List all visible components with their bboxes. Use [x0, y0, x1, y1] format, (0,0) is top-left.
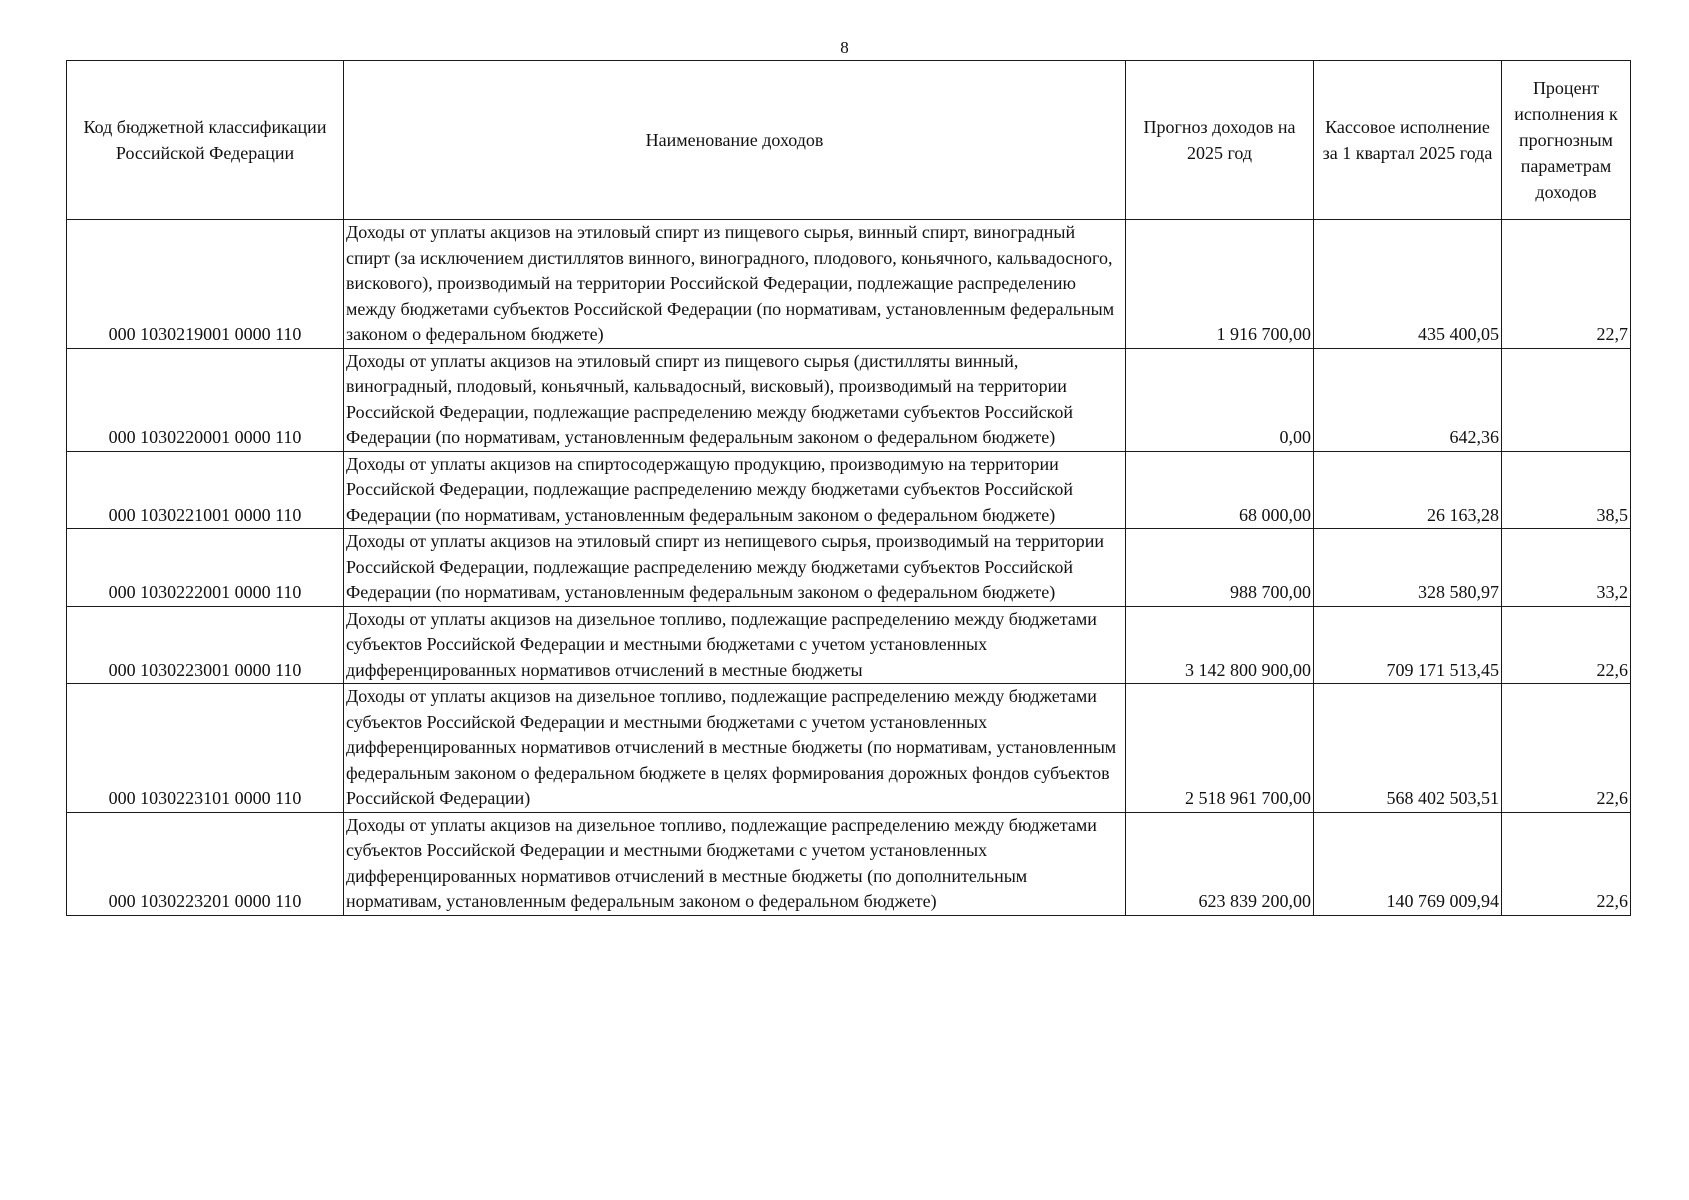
row-percent [1502, 348, 1631, 451]
row-forecast: 988 700,00 [1126, 529, 1314, 607]
row-execution: 435 400,05 [1314, 220, 1502, 349]
row-name: Доходы от уплаты акцизов на этиловый спирт из непищевого сырья, производимый на территории Российской Федерации, подлежащие распределению между бюджетами субъектов Российской Федерации (по нормативам, установленным федеральным законом о федеральном бюджете) [344, 529, 1126, 607]
row-percent: 22,6 [1502, 606, 1631, 684]
table-row [67, 684, 1631, 813]
table-header [67, 61, 1631, 220]
table-body [67, 220, 1631, 916]
row-code: 000 1030219001 0000 110 [67, 220, 344, 349]
header-forecast: Прогноз доходов на 2025 год [1126, 61, 1314, 220]
row-code: 000 1030223101 0000 110 [67, 684, 344, 813]
row-execution: 709 171 513,45 [1314, 606, 1502, 684]
row-percent: 22,7 [1502, 220, 1631, 349]
row-code: 000 1030222001 0000 110 [67, 529, 344, 607]
row-name: Доходы от уплаты акцизов на спиртосодержащую продукцию, производимую на территории Российской Федерации, подлежащие распределению между бюджетами субъектов Российской Федерации (по нормативам, установленным федеральным законом о федеральном бюджете) [344, 451, 1126, 529]
table-row [67, 812, 1631, 915]
row-name: Доходы от уплаты акцизов на этиловый спирт из пищевого сырья (дистилляты винный, виноградный, плодовый, коньячный, кальвадосный, висковый), производимый на территории Российской Федерации, подлежащие распределению между бюджетами субъектов Российской Федерации (по нормативам, установленным федеральным законом о федеральном бюджете) [344, 348, 1126, 451]
row-code: 000 1030220001 0000 110 [67, 348, 344, 451]
row-execution: 642,36 [1314, 348, 1502, 451]
table-row [67, 606, 1631, 684]
income-table [66, 60, 1631, 916]
table-row [67, 220, 1631, 349]
row-code: 000 1030221001 0000 110 [67, 451, 344, 529]
header-execution: Кассовое исполнение за 1 квартал 2025 года [1314, 61, 1502, 220]
table-row [67, 451, 1631, 529]
row-forecast: 623 839 200,00 [1126, 812, 1314, 915]
row-forecast: 68 000,00 [1126, 451, 1314, 529]
row-percent: 22,6 [1502, 684, 1631, 813]
row-execution: 568 402 503,51 [1314, 684, 1502, 813]
row-name: Доходы от уплаты акцизов на дизельное топливо, подлежащие распределению между бюджетами субъектов Российской Федерации и местными бюджетами с учетом установленных дифференцированных нормативов отчислений в местные бюджеты (по дополнительным нормативам, установленным федеральным законом о федеральном бюджете) [344, 812, 1126, 915]
table-row [67, 348, 1631, 451]
row-name: Доходы от уплаты акцизов на дизельное топливо, подлежащие распределению между бюджетами субъектов Российской Федерации и местными бюджетами с учетом установленных дифференцированных нормативов отчислений в местные бюджеты [344, 606, 1126, 684]
row-forecast: 0,00 [1126, 348, 1314, 451]
row-forecast: 2 518 961 700,00 [1126, 684, 1314, 813]
row-execution: 328 580,97 [1314, 529, 1502, 607]
header-percent: Процент исполнения к прогнозным параметрам доходов [1502, 61, 1631, 220]
row-code: 000 1030223201 0000 110 [67, 812, 344, 915]
row-forecast: 1 916 700,00 [1126, 220, 1314, 349]
row-percent: 38,5 [1502, 451, 1631, 529]
row-percent: 33,2 [1502, 529, 1631, 607]
header-name: Наименование доходов [344, 61, 1126, 220]
header-code: Код бюджетной классификации Российской Федерации [67, 61, 344, 220]
row-forecast: 3 142 800 900,00 [1126, 606, 1314, 684]
row-execution: 140 769 009,94 [1314, 812, 1502, 915]
page-number: 8 [840, 38, 849, 57]
row-execution: 26 163,28 [1314, 451, 1502, 529]
table-row [67, 529, 1631, 607]
row-name: Доходы от уплаты акцизов на этиловый спирт из пищевого сырья, винный спирт, виноградный спирт (за исключением дистиллятов винного, виноградного, плодового, коньячного, кальвадосного, вискового), производимый на территории Российской Федерации, подлежащие распределению между бюджетами субъектов Российской Федерации (по нормативам, установленным федеральным законом о федеральном бюджете) [344, 220, 1126, 349]
row-code: 000 1030223001 0000 110 [67, 606, 344, 684]
header-row [67, 61, 1631, 220]
row-percent: 22,6 [1502, 812, 1631, 915]
row-name: Доходы от уплаты акцизов на дизельное топливо, подлежащие распределению между бюджетами субъектов Российской Федерации и местными бюджетами с учетом установленных дифференцированных нормативов отчислений в местные бюджеты (по нормативам, установленным федеральным законом о федеральном бюджете в целях формирования дорожных фондов субъектов Российской Федерации) [344, 684, 1126, 813]
